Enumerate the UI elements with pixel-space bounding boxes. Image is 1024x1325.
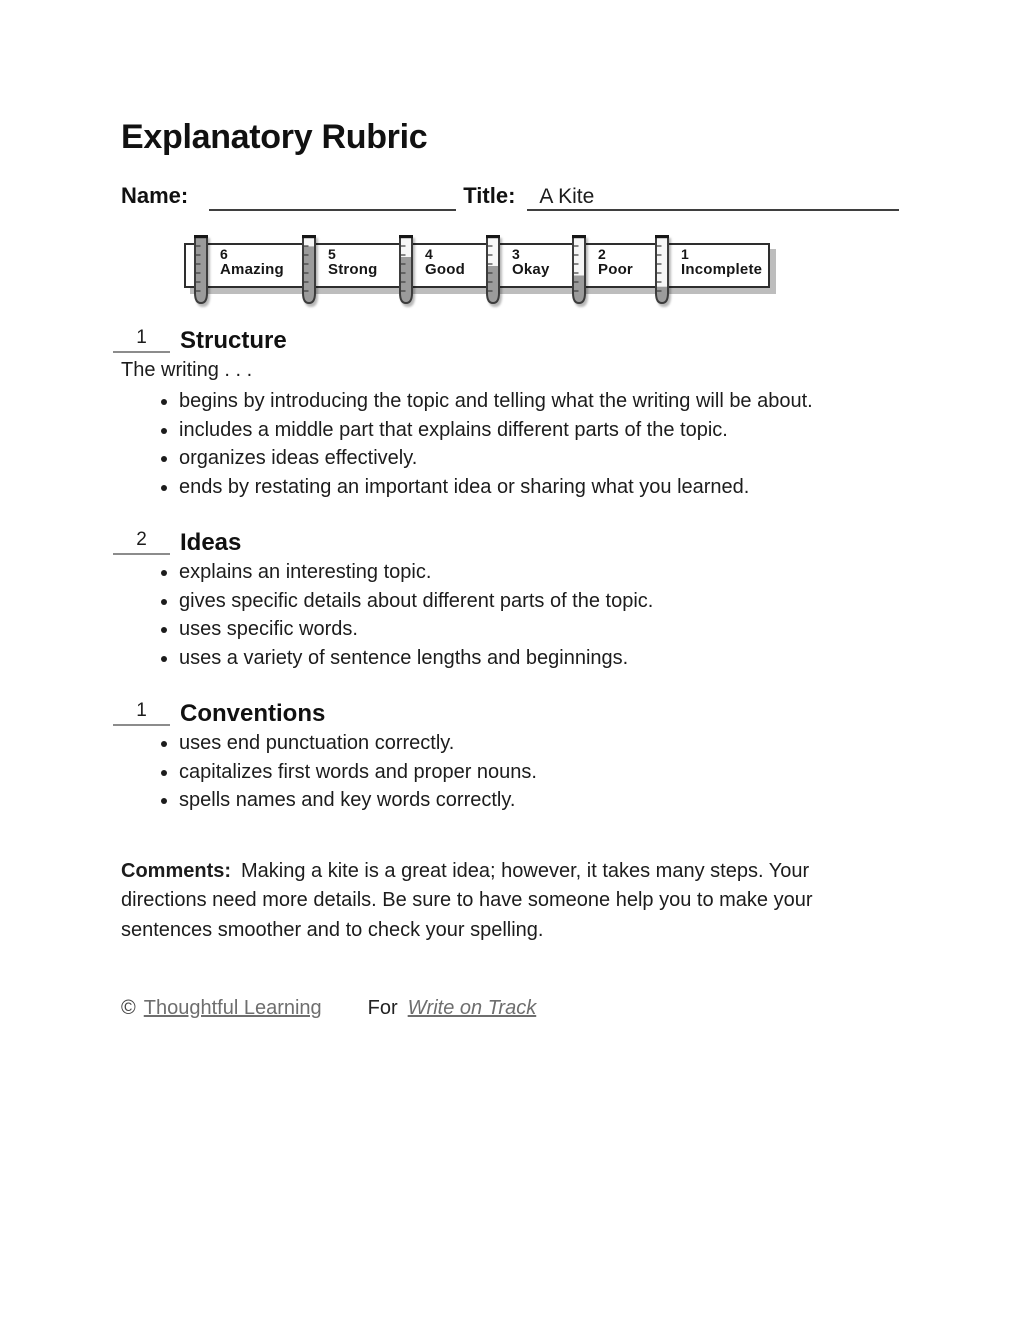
section-header	[121, 530, 921, 555]
publisher-link[interactable]: Thoughtful Learning	[143, 997, 322, 1019]
name-input-line[interactable]	[209, 183, 456, 211]
scale-item-incomplete	[650, 235, 762, 307]
book-title-link[interactable]: Write on Track	[407, 997, 537, 1019]
bullet-item: • begins by introducing the topic and telling what the writing will be about.	[179, 387, 889, 416]
document-content	[121, 0, 921, 1020]
test-tube-icon	[567, 235, 591, 307]
scale-value: 4	[425, 246, 433, 262]
title-value: A Kite	[539, 185, 595, 208]
name-label: Name:	[121, 183, 189, 208]
scale-item-amazing	[189, 235, 284, 307]
scale-item-text	[674, 235, 762, 307]
section-header	[121, 328, 921, 353]
section-title: Structure	[180, 327, 287, 354]
bullet-item: • includes a middle part that explains different parts of the topic.	[179, 416, 889, 445]
conventions-bullet-list	[121, 729, 889, 815]
scale-item-strong	[297, 235, 378, 307]
footer	[121, 997, 921, 1020]
scale-value: 2	[598, 246, 606, 262]
scale-item-good	[394, 235, 465, 307]
section-ideas	[121, 530, 921, 672]
test-tube-icon	[394, 235, 418, 307]
section-conventions	[121, 701, 921, 815]
comments-label: Comments:	[121, 859, 232, 882]
section-title: Conventions	[180, 700, 326, 727]
bullet-item: • organizes ideas effectively.	[179, 444, 889, 473]
scale-item-text	[321, 235, 378, 307]
section-header	[121, 701, 921, 726]
score-blank[interactable]: 1	[113, 328, 170, 353]
scale-item-text	[505, 235, 550, 307]
scale-item-text	[418, 235, 465, 307]
scale-item-text	[213, 235, 284, 307]
bullet-item: • gives specific details about different parts of the topic.	[179, 587, 889, 616]
section-structure	[121, 328, 921, 501]
score-blank[interactable]: 1	[113, 701, 170, 726]
ideas-bullet-list	[121, 558, 889, 672]
scale-value: 5	[328, 246, 336, 262]
scale-label: Okay	[512, 261, 550, 278]
scale-label: Strong	[328, 261, 378, 278]
scale-label: Good	[425, 261, 465, 278]
title-input-line[interactable]	[527, 183, 899, 211]
scale-value: 6	[220, 246, 228, 262]
test-tube-icon	[650, 235, 674, 307]
scale-item-poor	[567, 235, 633, 307]
comments-paragraph	[121, 857, 831, 946]
bullet-item: • explains an interesting topic.	[179, 558, 889, 587]
scale-item-okay	[481, 235, 550, 307]
test-tube-icon	[481, 235, 505, 307]
bullet-item: • uses end punctuation correctly.	[179, 729, 889, 758]
section-intro: The writing . . .	[121, 359, 253, 381]
rating-scale	[184, 235, 784, 307]
scale-value: 3	[512, 246, 520, 262]
page-title: Explanatory Rubric	[121, 118, 428, 156]
section-title: Ideas	[180, 529, 242, 556]
scale-value: 1	[681, 246, 689, 262]
for-label: For	[367, 997, 398, 1019]
scale-item-text	[591, 235, 633, 307]
test-tube-icon	[297, 235, 321, 307]
test-tube-icon	[189, 235, 213, 307]
bullet-item: • ends by restating an important idea or sharing what you learned.	[179, 473, 889, 502]
title-label: Title:	[463, 183, 516, 208]
name-title-row	[121, 179, 921, 211]
bullet-item: • uses specific words.	[179, 615, 889, 644]
score-blank[interactable]: 2	[113, 530, 170, 555]
bullet-item: • spells names and key words correctly.	[179, 786, 889, 815]
comments-text: Making a kite is a great idea; however, it takes many steps. Your directions need more details. Be sure to have someone help you to make your sentences smoother and to check your spelling.	[121, 859, 813, 941]
structure-bullet-list	[121, 387, 889, 501]
scale-label: Amazing	[220, 261, 284, 278]
scale-label: Poor	[598, 261, 633, 278]
bullet-item: • uses a variety of sentence lengths and beginnings.	[179, 644, 889, 673]
scale-label: Incomplete	[681, 261, 763, 278]
copyright-symbol: ©	[121, 997, 136, 1019]
bullet-item: • capitalizes first words and proper nouns.	[179, 758, 889, 787]
